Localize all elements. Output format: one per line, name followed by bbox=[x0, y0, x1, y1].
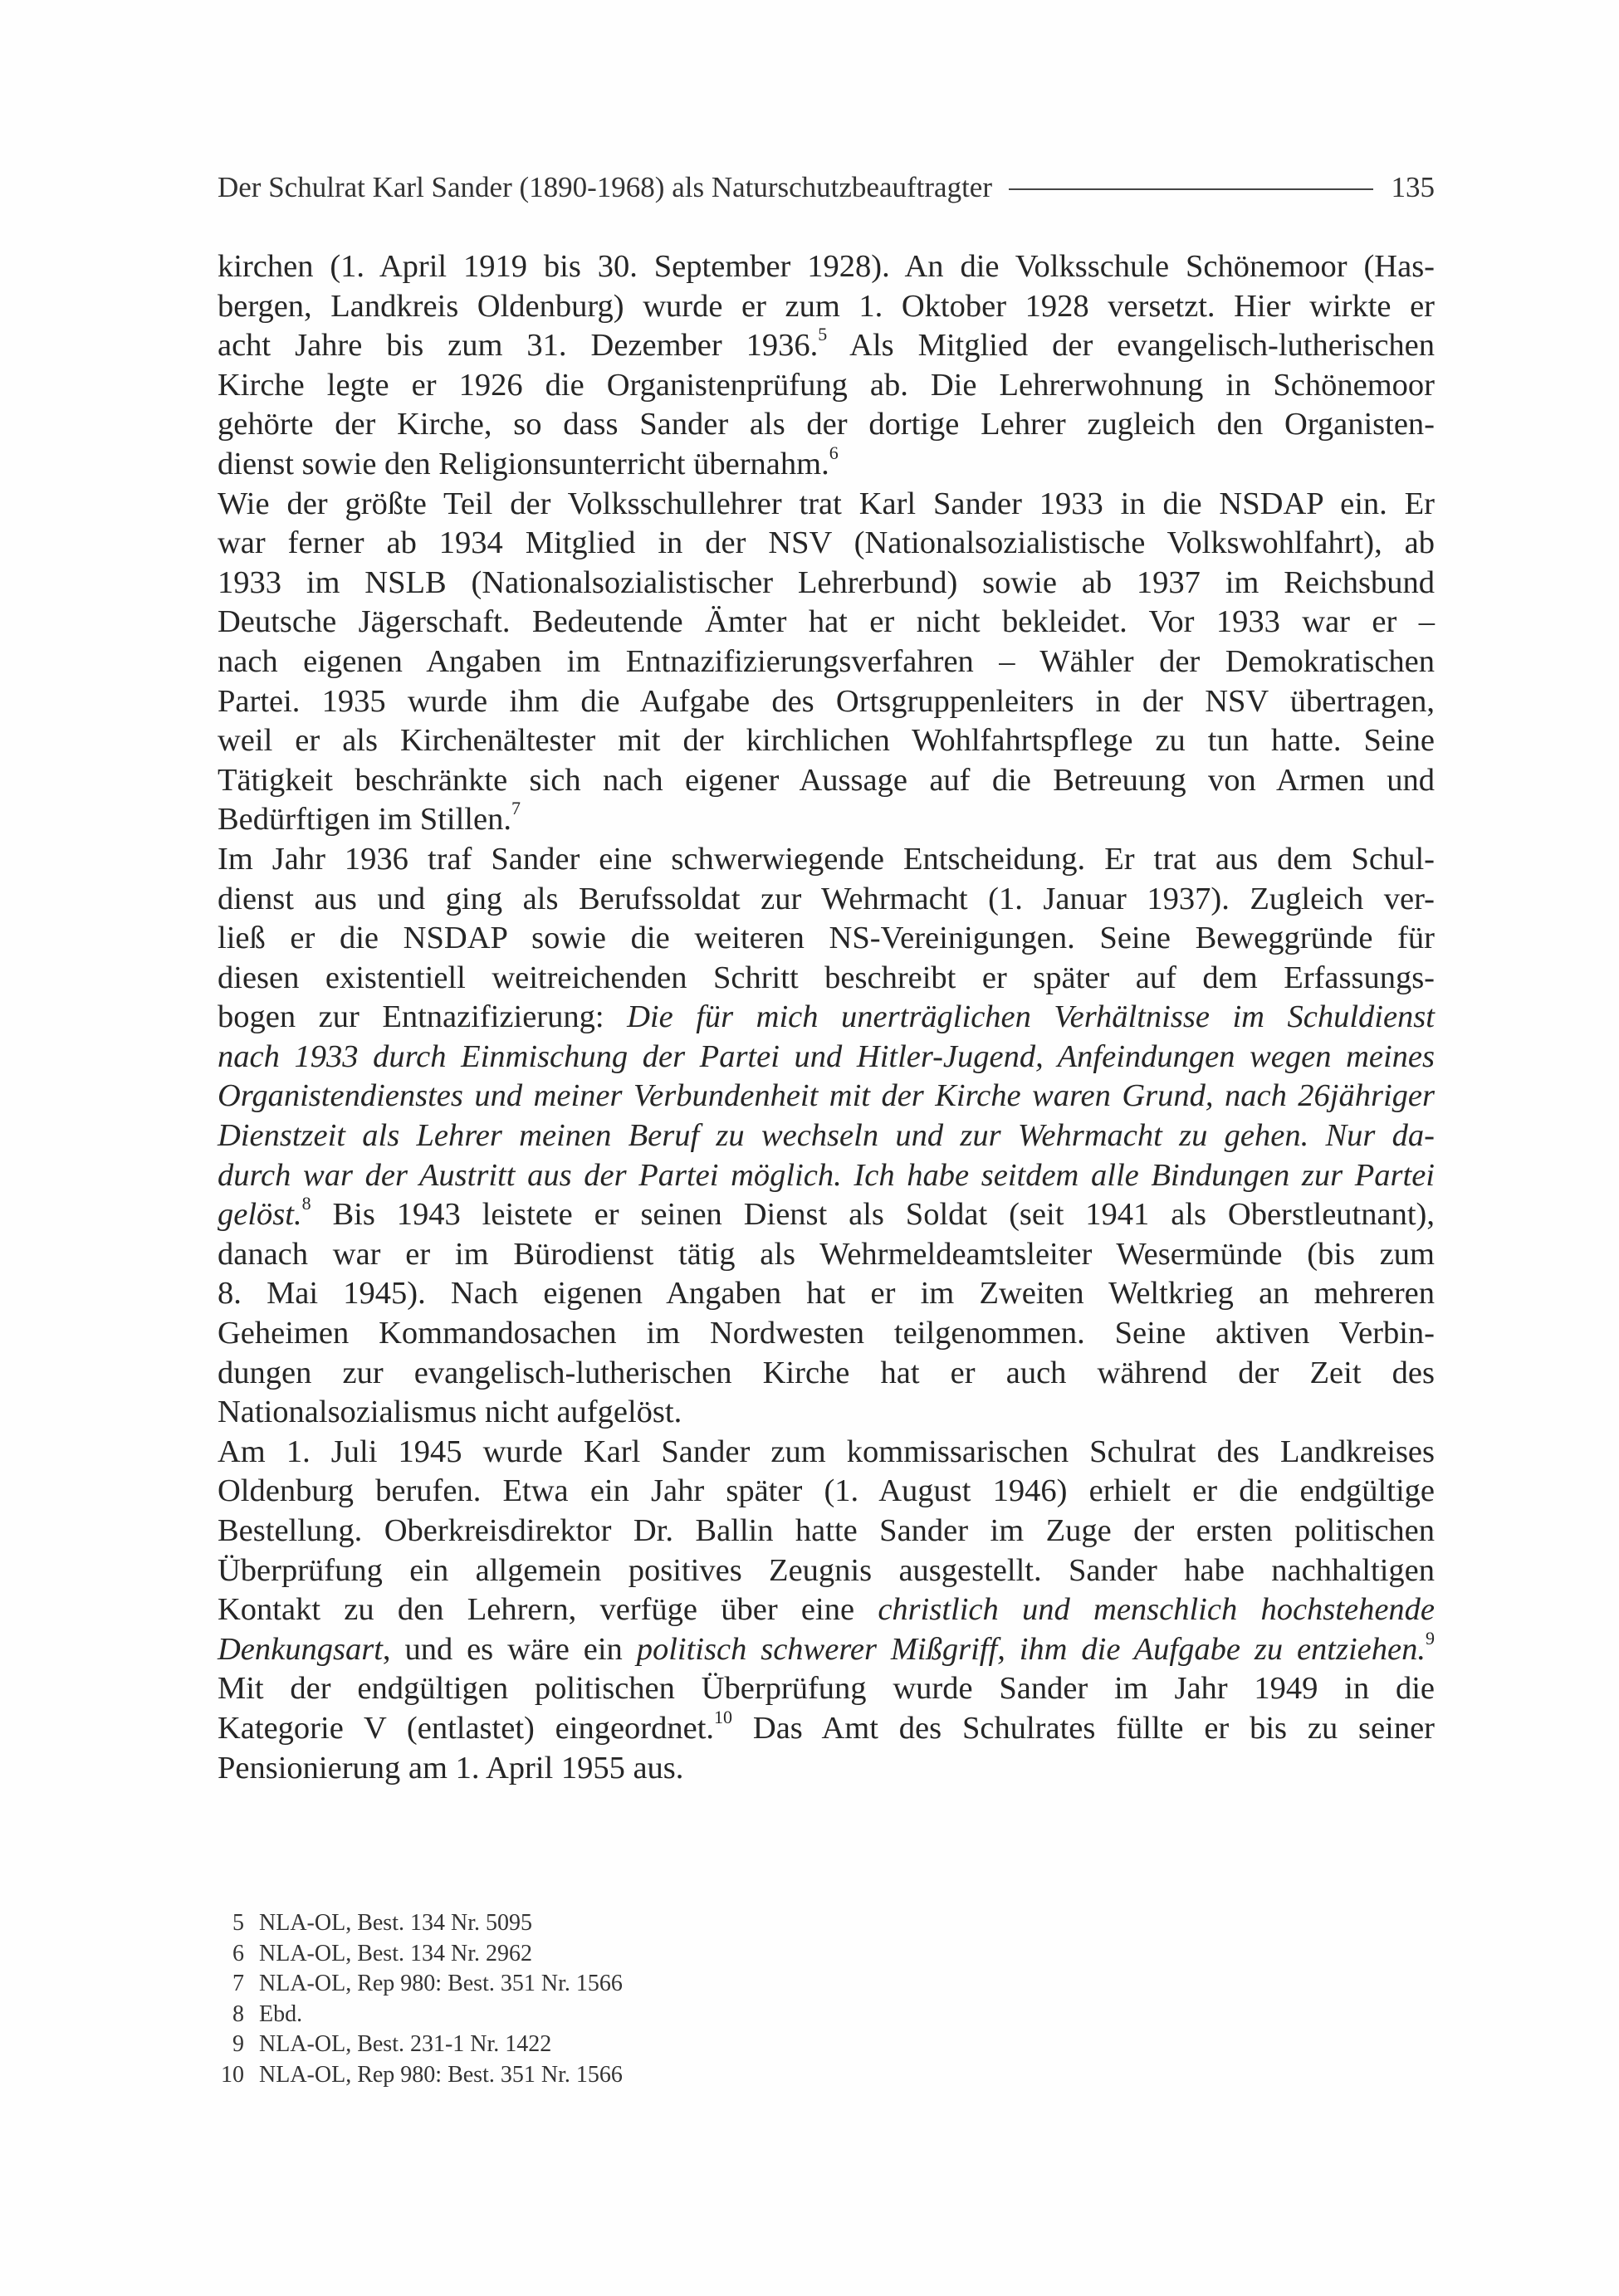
text-line bbox=[218, 1393, 1435, 1433]
text-line bbox=[218, 485, 1435, 525]
text-line bbox=[218, 800, 1435, 840]
footnote-text: NLA-OL, Best. 231-1 Nr. 1422 bbox=[259, 2031, 552, 2057]
text-run: Nationalsozialismus nicht aufgelöst. bbox=[218, 1395, 682, 1430]
footnote bbox=[218, 1939, 1048, 1970]
text-run: nach eigenen Angaben im Entnazifizierungsverfahren – Wähler der Demokratischen bbox=[218, 643, 1435, 679]
text-run: Kategorie V (entlastet) eingeordnet. bbox=[218, 1710, 715, 1746]
text-run: Als Mitglied der evangelisch-lutherischen bbox=[827, 328, 1435, 364]
footnote-ref: 7 bbox=[511, 798, 521, 819]
italic-quote: Denkungsart bbox=[218, 1631, 383, 1667]
footnote-text: NLA-OL, Best. 134 Nr. 2962 bbox=[259, 1940, 532, 1966]
text-run: kirchen (1. April 1919 bis 30. September 1928). An die Volksschule Schönemoor (Has- bbox=[218, 249, 1435, 284]
text-line bbox=[218, 1627, 1435, 1670]
text-line bbox=[218, 1077, 1435, 1116]
text-line bbox=[218, 642, 1435, 682]
text-line bbox=[218, 1156, 1435, 1196]
text-line bbox=[218, 1274, 1435, 1314]
footnote bbox=[218, 1908, 1048, 1939]
text-line bbox=[218, 919, 1435, 959]
text-line bbox=[218, 1116, 1435, 1156]
footnote-number: 10 bbox=[221, 2061, 244, 2088]
text-run: danach war er im Bürodienst tätig als Wehrmeldeamtsleiter Wesermünde (bis zum bbox=[218, 1236, 1435, 1272]
text-line bbox=[218, 1235, 1435, 1275]
italic-quote: Dienstzeit als Lehrer meinen Beruf zu wechseln und zur Wehrmacht zu gehen. Nur da- bbox=[218, 1118, 1435, 1154]
text-run: Kontakt zu den Lehrern, verfüge über eine bbox=[218, 1592, 878, 1628]
text-run: Wie der größte Teil der Volksschullehrer trat Karl Sander 1933 in die NSDAP ein. Er bbox=[218, 486, 1435, 521]
text-line bbox=[218, 1590, 1435, 1630]
text-line bbox=[218, 564, 1435, 603]
running-header-title: Der Schulrat Karl Sander (1890-1968) als Naturschutzbeauftragter bbox=[218, 171, 992, 203]
text-run: ließ er die NSDAP sowie die weiteren NS-Vereinigungen. Seine Beweggründe für bbox=[218, 921, 1435, 956]
footnote-text: NLA-OL, Rep 980: Best. 351 Nr. 1566 bbox=[259, 1971, 623, 1996]
footnote-number: 7 bbox=[232, 1971, 244, 1996]
text-run: Geheimen Kommandosachen im Nordwesten teilgenommen. Seine aktiven Verbin- bbox=[218, 1316, 1435, 1351]
header-rule bbox=[1009, 188, 1373, 190]
italic-quote: durch war der Austritt aus der Partei möglich. Ich habe seitdem alle Bindungen zur Partei bbox=[218, 1157, 1435, 1193]
footnote-ref: 9 bbox=[1426, 1627, 1435, 1649]
footnote-ref: 10 bbox=[714, 1707, 733, 1728]
text-line bbox=[218, 1195, 1435, 1235]
text-line bbox=[218, 1354, 1435, 1394]
paragraph bbox=[218, 485, 1435, 840]
text-run: dienst aus und ging als Berufssoldat zur Wehrmacht (1. Januar 1937). Zugleich ver- bbox=[218, 881, 1435, 916]
text-run: Kirche legte er 1926 die Organistenprüfung ab. Die Lehrerwohnung in Schönemoor bbox=[218, 367, 1435, 403]
text-run: Bestellung. Oberkreisdirektor Dr. Ballin hatte Sander im Zuge der ersten politischen bbox=[218, 1513, 1435, 1548]
text-run: , und es wäre ein bbox=[382, 1631, 637, 1667]
footnote-number: 6 bbox=[232, 1940, 244, 1966]
text-line bbox=[218, 247, 1435, 287]
text-run: bogen zur Entnazifizierung: bbox=[218, 999, 628, 1035]
text-run: gehörte der Kirche, so dass Sander als der dortige Lehrer zugleich den Organisten- bbox=[218, 407, 1435, 442]
text-line bbox=[218, 959, 1435, 999]
italic-quote: gelöst. bbox=[218, 1197, 302, 1233]
page-number: 135 bbox=[1391, 171, 1435, 203]
text-run: bergen, Landkreis Oldenburg) wurde er zum 1. Oktober 1928 versetzt. Hier wirkte er bbox=[218, 288, 1435, 324]
text-line bbox=[218, 1749, 1435, 1789]
footnote bbox=[218, 2030, 1048, 2060]
footnote bbox=[218, 2000, 1048, 2030]
text-line bbox=[218, 761, 1435, 801]
text-run: dienst sowie den Religionsunterricht übernahm. bbox=[218, 446, 829, 481]
text-run: dungen zur evangelisch-lutherischen Kirche hat er auch während der Zeit des bbox=[218, 1355, 1435, 1390]
text-run: Am 1. Juli 1945 wurde Karl Sander zum kommissarischen Schulrat des Landkreises bbox=[218, 1434, 1435, 1469]
text-line bbox=[218, 405, 1435, 445]
text-run: Oldenburg berufen. Etwa ein Jahr später (1. August 1946) erhielt er die endgültige bbox=[218, 1473, 1435, 1509]
text-line bbox=[218, 840, 1435, 880]
text-line bbox=[218, 998, 1435, 1038]
paragraph bbox=[218, 1433, 1435, 1788]
text-line bbox=[218, 442, 1435, 485]
footnote bbox=[218, 2060, 1048, 2091]
italic-quote: Die für mich unerträglichen Verhältnisse im Schuldienst bbox=[627, 999, 1435, 1035]
footnote-text: NLA-OL, Rep 980: Best. 351 Nr. 1566 bbox=[259, 2061, 623, 2088]
text-line bbox=[218, 366, 1435, 406]
text-run: weil er als Kirchenältester mit der kirchlichen Wohlfahrtspflege zu tun hatte. Seine bbox=[218, 723, 1435, 759]
text-run: Im Jahr 1936 traf Sander eine schwerwiegende Entscheidung. Er trat aus dem Schul- bbox=[218, 841, 1435, 877]
footnote bbox=[218, 1969, 1048, 2000]
text-line bbox=[218, 524, 1435, 564]
text-line bbox=[218, 1669, 1435, 1709]
footnotes bbox=[218, 1908, 1048, 2090]
paragraph bbox=[218, 247, 1435, 485]
text-run: Bedürftigen im Stillen. bbox=[218, 802, 511, 838]
body-text bbox=[218, 247, 1435, 1788]
text-run: Partei. 1935 wurde ihm die Aufgabe des Ortsgruppenleiters in der NSV übertragen, bbox=[218, 683, 1435, 719]
footnote-ref: 6 bbox=[829, 442, 839, 464]
text-line bbox=[218, 1433, 1435, 1473]
italic-quote: Organistendienstes und meiner Verbundenheit mit der Kirche waren Grund, nach 26jähriger bbox=[218, 1078, 1435, 1114]
text-line bbox=[218, 1512, 1435, 1551]
text-run: Mit der endgültigen politischen Überprüfung wurde Sander im Jahr 1949 in die bbox=[218, 1671, 1435, 1707]
footnote-text: Ebd. bbox=[259, 2000, 303, 2027]
text-run: Überprüfung ein allgemein positives Zeugnis ausgestellt. Sander habe nachhaltigen bbox=[218, 1552, 1435, 1588]
text-run: 8. Mai 1945). Nach eigenen Angaben hat er im Zweiten Weltkrieg an mehreren bbox=[218, 1276, 1435, 1312]
footnote-ref: 8 bbox=[301, 1193, 311, 1214]
text-run: Deutsche Jägerschaft. Bedeutende Ämter hat er nicht bekleidet. Vor 1933 war er – bbox=[218, 604, 1435, 640]
italic-quote: politisch schwerer Mißgriff, ihm die Aufgabe zu entziehen. bbox=[636, 1631, 1426, 1667]
text-line bbox=[218, 1472, 1435, 1512]
text-run: diesen existentiell weitreichenden Schritt beschreibt er später auf dem Erfassungs- bbox=[218, 960, 1435, 995]
text-line bbox=[218, 1709, 1435, 1749]
footnote-ref: 5 bbox=[818, 324, 828, 345]
text-line bbox=[218, 1038, 1435, 1077]
text-line bbox=[218, 1314, 1435, 1354]
text-run: Pensionierung am 1. April 1955 aus. bbox=[218, 1750, 684, 1786]
text-line bbox=[218, 880, 1435, 920]
italic-quote: christlich und menschlich hochstehende bbox=[878, 1592, 1435, 1628]
text-line bbox=[218, 1551, 1435, 1591]
footnote-number: 8 bbox=[232, 2000, 244, 2027]
text-run: war ferner ab 1934 Mitglied in der NSV (Nationalsozialistische Volkswohlfahrt), ab bbox=[218, 525, 1435, 561]
text-line bbox=[218, 721, 1435, 761]
text-run: acht Jahre bis zum 31. Dezember 1936. bbox=[218, 328, 819, 364]
paragraph bbox=[218, 840, 1435, 1433]
text-run: 1933 im NSLB (Nationalsozialistischer Lehrerbund) sowie ab 1937 im Reichsbund bbox=[218, 564, 1435, 600]
text-line bbox=[218, 682, 1435, 722]
text-line bbox=[218, 326, 1435, 366]
text-run: Tätigkeit beschränkte sich nach eigener Aussage auf die Betreuung von Armen und bbox=[218, 762, 1435, 798]
text-run: Bis 1943 leistete er seinen Dienst als Soldat (seit 1941 als Oberstleutnant), bbox=[311, 1197, 1435, 1233]
footnote-text: NLA-OL, Best. 134 Nr. 5095 bbox=[259, 1910, 532, 1936]
footnote-number: 5 bbox=[232, 1910, 244, 1936]
text-line bbox=[218, 287, 1435, 327]
text-run: Das Amt des Schulrates füllte er bis zu seiner bbox=[732, 1710, 1435, 1746]
text-line bbox=[218, 603, 1435, 642]
footnote-number: 9 bbox=[232, 2031, 244, 2057]
running-header bbox=[218, 164, 1435, 211]
italic-quote: nach 1933 durch Einmischung der Partei und Hitler-Jugend, Anfeindungen wegen meines bbox=[218, 1038, 1435, 1074]
